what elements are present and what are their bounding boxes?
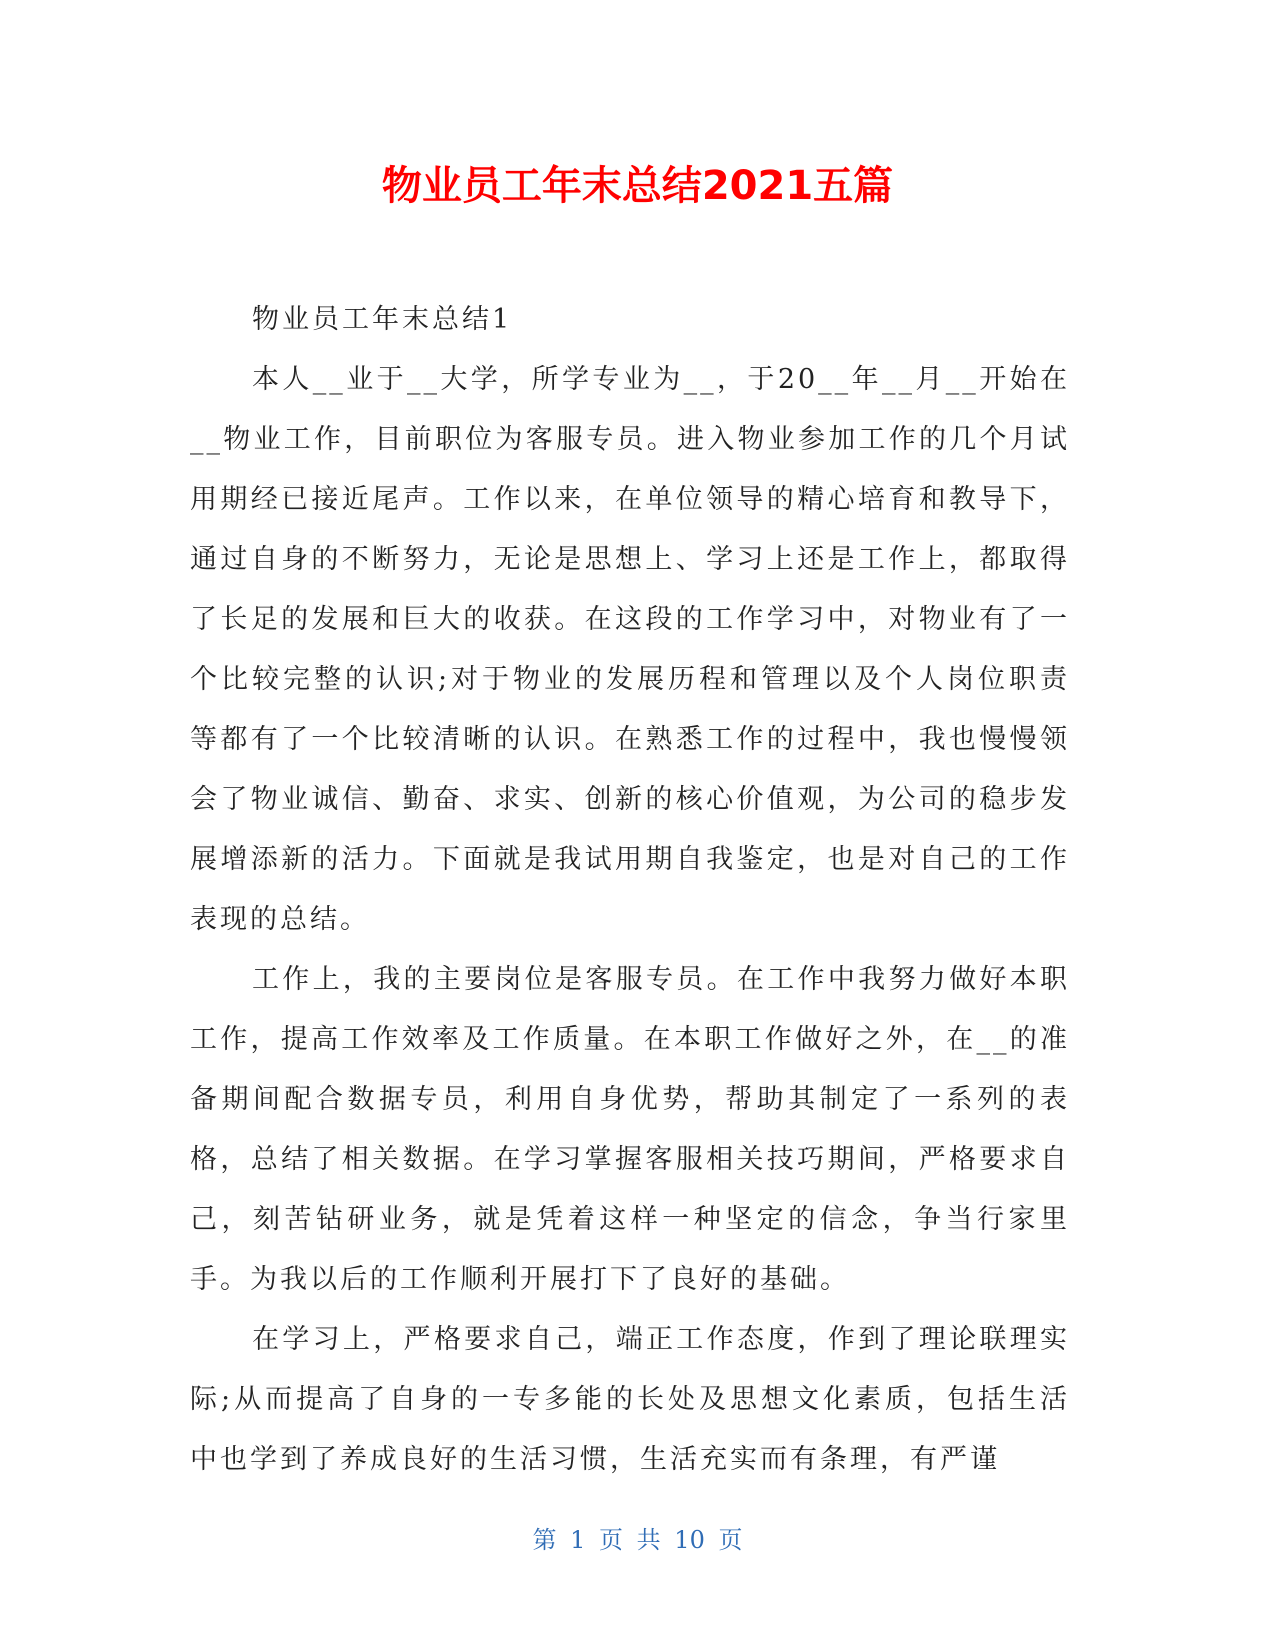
page-number-footer: 第 1 页 共 10 页 (532, 1526, 743, 1554)
paragraph: 在学习上，严格要求自己，端正工作态度，作到了理论联理实际;从而提高了自身的一专多能的长处及思想文化素质，包括生活中也学到了养成良好的生活习惯，生活充实而有条理，有严谨 (190, 1324, 1070, 1475)
paragraph: 工作上，我的主要岗位是客服专员。在工作中我努力做好本职工作，提高工作效率及工作质量。在本职工作做好之外，在__的准备期间配合数据专员，利用自身优势，帮助其制定了一系列的表格，总结了相关数据。在学习掌握客服相关技巧期间，严格要求自己，刻苦钻研业务，就是凭着这样一种坚定的信念，争当行家里手。为我以后的工作顺利开展打下了良好的基础。 (190, 964, 1070, 1295)
document-body (190, 290, 1070, 1490)
document-title: 物业员工年末总结2021五篇 (381, 163, 894, 209)
section-heading: 物业员工年末总结1 (252, 304, 513, 335)
paragraph: 本人__业于__大学，所学专业为__，于20__年__月__开始在__物业工作，目前职位为客服专员。进入物业参加工作的几个月试用期经已接近尾声。工作以来，在单位领导的精心培育和教导下，通过自身的不断努力，无论是思想上、学习上还是工作上，都取得了长足的发展和巨大的收获。在这段的工作学习中，对物业有了一个比较完整的认识;对于物业的发展历程和管理以及个人岗位职责等都有了一个比较清晰的认识。在熟悉工作的过程中，我也慢慢领会了物业诚信、勤奋、求实、创新的核心价值观，为公司的稳步发展增添新的活力。下面就是我试用期自我鉴定，也是对自己的工作表现的总结。 (190, 364, 1070, 935)
